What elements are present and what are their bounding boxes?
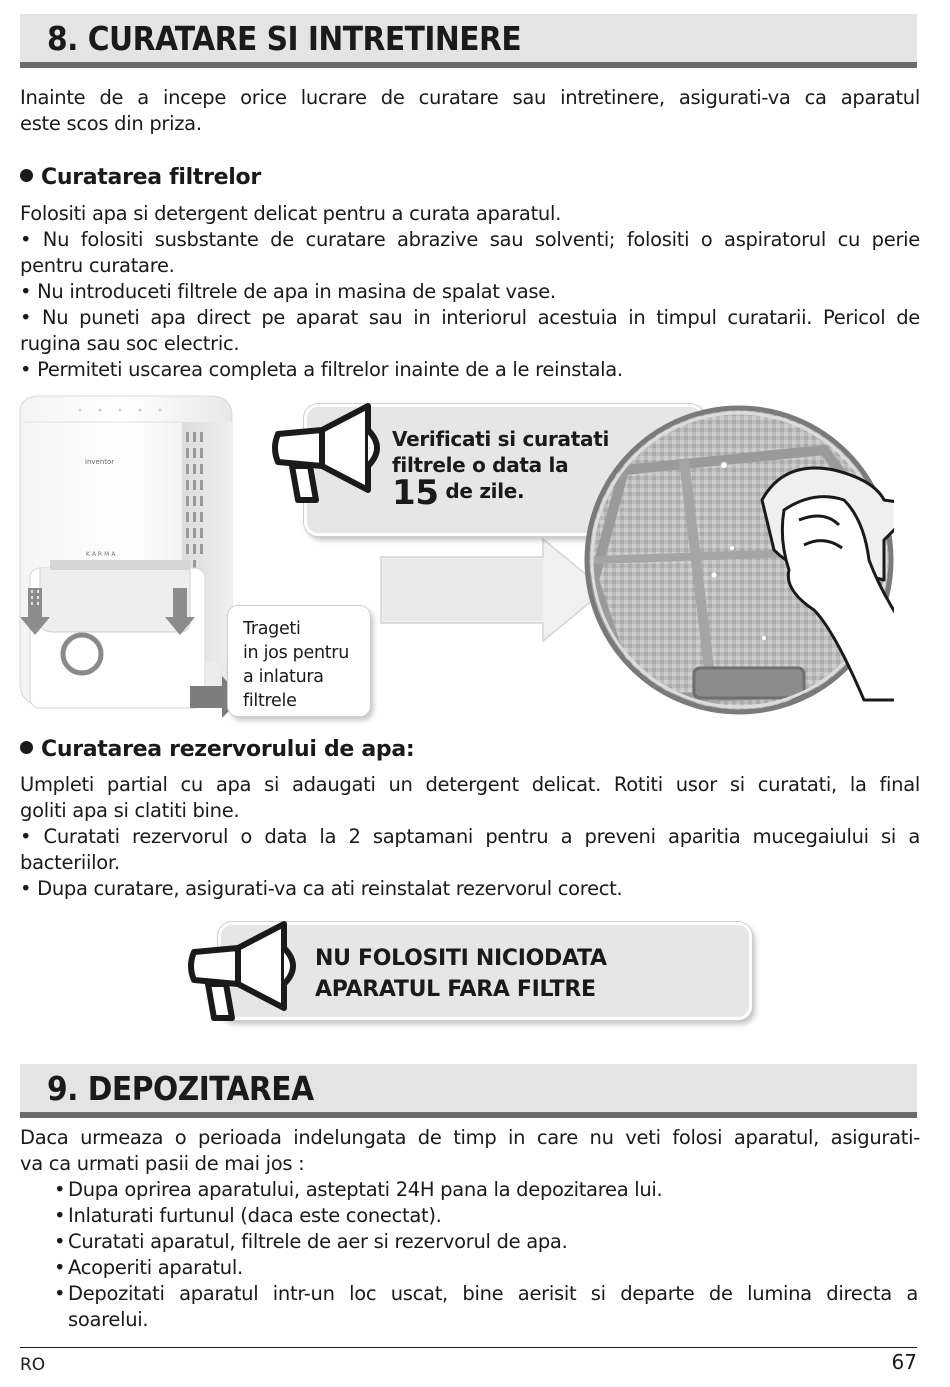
- section-9-header: [20, 1064, 917, 1118]
- megaphone-icon: [186, 918, 308, 1026]
- megaphone-icon: [270, 400, 392, 508]
- filters-text: Folositi apa si detergent delicat pentru a curata aparatul. • Nu folositi susbstante de curatare abrazive sau solventi; folositi o aspiratorul cu perie pentru curatare. • Nu introduceti filtrele de apa in masina de spalat vase. • Nu puneti apa direct pe aparat sau in interiorul acestuia in timpul curatarii. Pericol de rugina sau soc electric. • Permiteti uscarea completa a filtrelor inainte de a le reinstala.: [20, 202, 920, 381]
- warning-text: NU FOLOSITI NICIODATA APARATUL FARA FILTRE: [315, 946, 607, 1002]
- section-9-title: 9. DEPOZITAREA: [47, 1069, 314, 1108]
- filter-cleaning-illustration: [584, 400, 894, 720]
- list-item-continuation: soarelui.: [68, 1308, 149, 1331]
- brand-label: inventor: [85, 458, 115, 466]
- section-8-header: [20, 14, 917, 68]
- dehumidifier-illustration: [10, 392, 250, 722]
- filters-heading: Curatarea filtrelor: [20, 165, 261, 190]
- list-item: • Inlaturati furtunul (daca este conectat).: [54, 1204, 442, 1227]
- footer-divider: [20, 1347, 917, 1348]
- bullet-dot-icon: [20, 169, 33, 182]
- list-item: • Depozitati aparatul intr-un loc uscat, bine aerisit si departe de lumina directa a: [54, 1282, 918, 1305]
- list-item: • Curatati aparatul, filtrele de aer si rezervorul de apa.: [54, 1230, 568, 1253]
- bullet-dot-icon: [20, 741, 33, 754]
- filter-transfer-arrow: [375, 535, 615, 645]
- model-label: KARMA: [86, 551, 118, 558]
- list-item: • Acoperiti aparatul.: [54, 1256, 243, 1279]
- filter-check-text: Verificati si curatati filtrele o data la 15 de zile.: [392, 427, 610, 513]
- storage-steps-list: [54, 1177, 920, 1333]
- tank-text: Umpleti partial cu apa si adaugati un detergent delicat. Rotiti usor si curatati, la final goliti apa si clatiti bine. • Curatati rezervorul o data la 2 saptamani pentru a preveni aparitia mucegaiului si a bacteriilor. • Dupa curatare, asigurati-va ca ati reinstalat rezervorul corect.: [20, 773, 920, 900]
- footer-language: RO: [20, 1355, 46, 1375]
- tank-heading: Curatarea rezervorului de apa:: [20, 737, 414, 762]
- pull-filter-label: Trageti in jos pentru a inlatura filtrele: [243, 619, 349, 711]
- page-number: 67: [891, 1350, 917, 1374]
- list-item: • Dupa oprirea aparatului, asteptati 24H pana la depozitarea lui.: [54, 1178, 663, 1201]
- section-8-intro: Inainte de a incepe orice lucrare de curatare sau intretinere, asigurati-va ca aparatul este scos din priza.: [20, 86, 920, 135]
- section-9-intro: Daca urmeaza o perioada indelungata de timp in care nu veti folosi aparatul, asigurati- va ca urmati pasii de mai jos :: [20, 1126, 920, 1175]
- days-number: 15: [392, 473, 439, 513]
- section-8-title: 8. CURATARE SI INTRETINERE: [47, 19, 522, 58]
